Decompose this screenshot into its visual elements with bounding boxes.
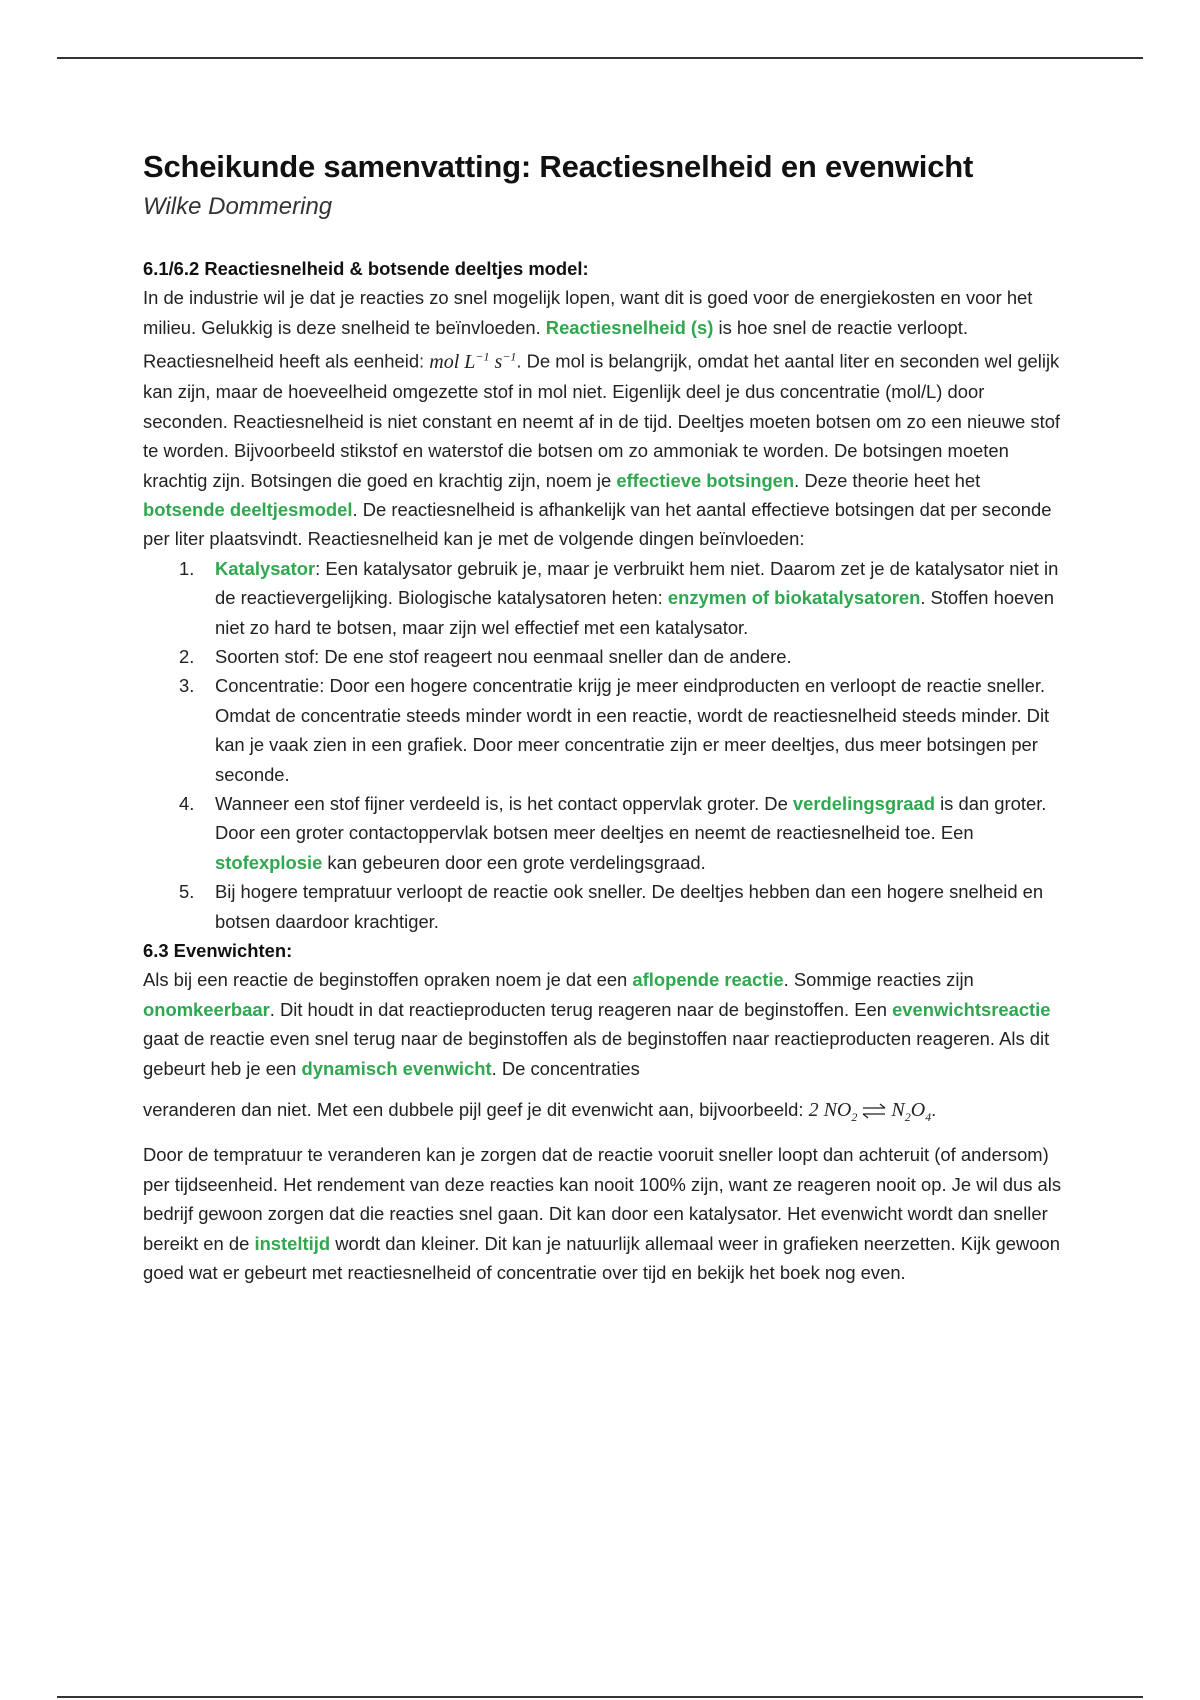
document-body [143, 146, 1063, 1287]
list-item: 2. Soorten stof: De ene stof reageert nou eenmaal sneller dan de andere. [179, 645, 792, 667]
unit-formula: mol $L^{-1}$ $s^{-1}$ [429, 349, 517, 373]
term-dynamisch-evenwicht: dynamisch evenwicht [301, 1057, 492, 1079]
term-verdelingsgraad: verdelingsgraad [792, 792, 935, 814]
term-stofexplosie: stofexplosie [215, 851, 323, 873]
section2-paragraph-2: Door de tempratuur te veranderen kan je zorgen dat de reactie vooruit sneller loopt dan achteruit (of andersom) per tijdseenheid. Het rendement van deze reacties kan nooit 100% zijn, want ze reageren nooit op. Je wil dus als bedrijf gewoon zorgen dat die reacties snel gaan. Dit kan door een katalysator. Het evenwicht wordt dan sneller bereikt en de insteltijd wordt dan kleiner. Dit kan je natuurlijk allemaal weer in grafieken neerzetten. Kijk gewoon goed wat er gebeurt met reactiesnelheid of concentratie over tijd en bekijk het boek nog even. [143, 1144, 1062, 1284]
list-item: 4. Wanneer een stof fijner verdeeld is, is het contact oppervlak groter. De verdelingsgraad is dan groter. Door een groter contactoppervlak botsen meer deeltjes en neemt de reactiesnelheid toe. Een stofexplosie kan gebeuren door een grote verdelingsgraad. [179, 792, 1047, 873]
term-effectieve-botsingen: effectieve botsingen [616, 469, 795, 491]
term-onomkeerbaar: onomkeerbaar [143, 998, 270, 1020]
section-heading-evenwichten: 6.3 Evenwichten: [143, 940, 293, 961]
top-rule [57, 57, 1143, 59]
term-katalysator: Katalysator [215, 557, 316, 579]
equilibrium-arrows-icon [861, 1100, 887, 1122]
document-title: Scheikunde samenvatting: Reactiesnelheid en evenwicht [143, 149, 974, 184]
section-heading-reactiesnelheid: 6.1/6.2 Reactiesnelheid & botsende deeltjes model: [143, 258, 589, 279]
equilibrium-equation: 2 $NO_2$ $N_2O_4$ [808, 1099, 932, 1125]
term-reactiesnelheid: Reactiesnelheid (s) [545, 316, 714, 338]
factors-list [143, 554, 1063, 936]
term-aflopende-reactie: aflopende reactie [632, 969, 784, 991]
section2-paragraph-1: Als bij een reactie de beginstoffen opraken noem je dat een aflopende reactie. Sommige reacties zijn onomkeerbaar. Dit houdt in dat reactieproducten terug reageren naar de beginstoffen. Een evenwichtsreactie gaat de reactie even snel terug naar de beginstoffen als de beginstoffen naar reactieproducten reageren. Als dit gebeurt heb je een dynamisch evenwicht. De concentraties veranderen dan niet. Met een dubbele pijl geef je dit evenwicht aan, bijvoorbeeld: 2 $NO_2$ $N_2O_4$. [143, 965, 1063, 1140]
document-author: Wilke Dommering [143, 193, 333, 220]
section1-paragraph: In de industrie wil je dat je reacties zo snel mogelijk lopen, want dit is goed voor de energiekosten en voor het milieu. Gelukkig is deze snelheid te beïnvloeden. Reactiesnelheid (s) is hoe snel de reactie verloopt. Reactiesnelheid heeft als eenheid: mol $L^{-1}$ $s^{-1}$. De mol is belangrijk, omdat het aantal liter en seconden wel gelijk kan zijn, maar de hoeveelheid omgezette stof in mol niet. Eigenlijk deel je dus concentratie (mol/L) door seconden. Reactiesnelheid is niet constant en neemt af in de tijd. Deeltjes moeten botsen om zo een nieuwe stof te worden. Bijvoorbeeld stikstof en waterstof die botsen om zo ammoniak te worden. De botsingen moeten krachtig zijn. Botsingen die goed en krachtig zijn, noem je effectieve botsingen. Deze theorie heet het botsende deeltjesmodel. De reactiesnelheid is afhankelijk van het aantal effectieve botsingen dat per seconde per liter plaatsvindt. Reactiesnelheid kan je met de volgende dingen beïnvloeden: [143, 287, 1061, 550]
bottom-rule [57, 1696, 1143, 1698]
list-item: 3. Concentratie: Door een hogere concentratie krijg je meer eindproducten en verloopt de reactie sneller. Omdat de concentratie steeds minder wordt in een reactie, wordt de reactiesnelheid steeds minder. Dit kan je vaak zien in een grafiek. Door meer concentratie zijn er meer deeltjes, dus meer botsingen per seconde. [179, 675, 1050, 785]
term-enzymen: enzymen of biokatalysatoren [667, 587, 921, 609]
list-item: 1. Katalysator: Een katalysator gebruik je, maar je verbruikt hem niet. Daarom zet je de katalysator niet in de reactievergelijking. Biologische katalysatoren heten: enzymen of biokatalysatoren. Stoffen hoeven niet zo hard te botsen, maar zijn wel effectief met een katalysator. [179, 557, 1059, 638]
term-evenwichtsreactie: evenwichtsreactie [892, 998, 1051, 1020]
term-botsende-deeltjesmodel: botsende deeltjesmodel [143, 498, 353, 520]
list-item: 5. Bij hogere tempratuur verloopt de reactie ook sneller. De deeltjes hebben dan een hogere snelheid en botsen daardoor krachtiger. [179, 881, 1044, 932]
equation-line: veranderen dan niet. Met een dubbele pijl geef je dit evenwicht aan, bijvoorbeeld: 2 $NO_2$ $N_2O_4$. [143, 1099, 937, 1125]
term-insteltijd: insteltijd [254, 1232, 331, 1254]
